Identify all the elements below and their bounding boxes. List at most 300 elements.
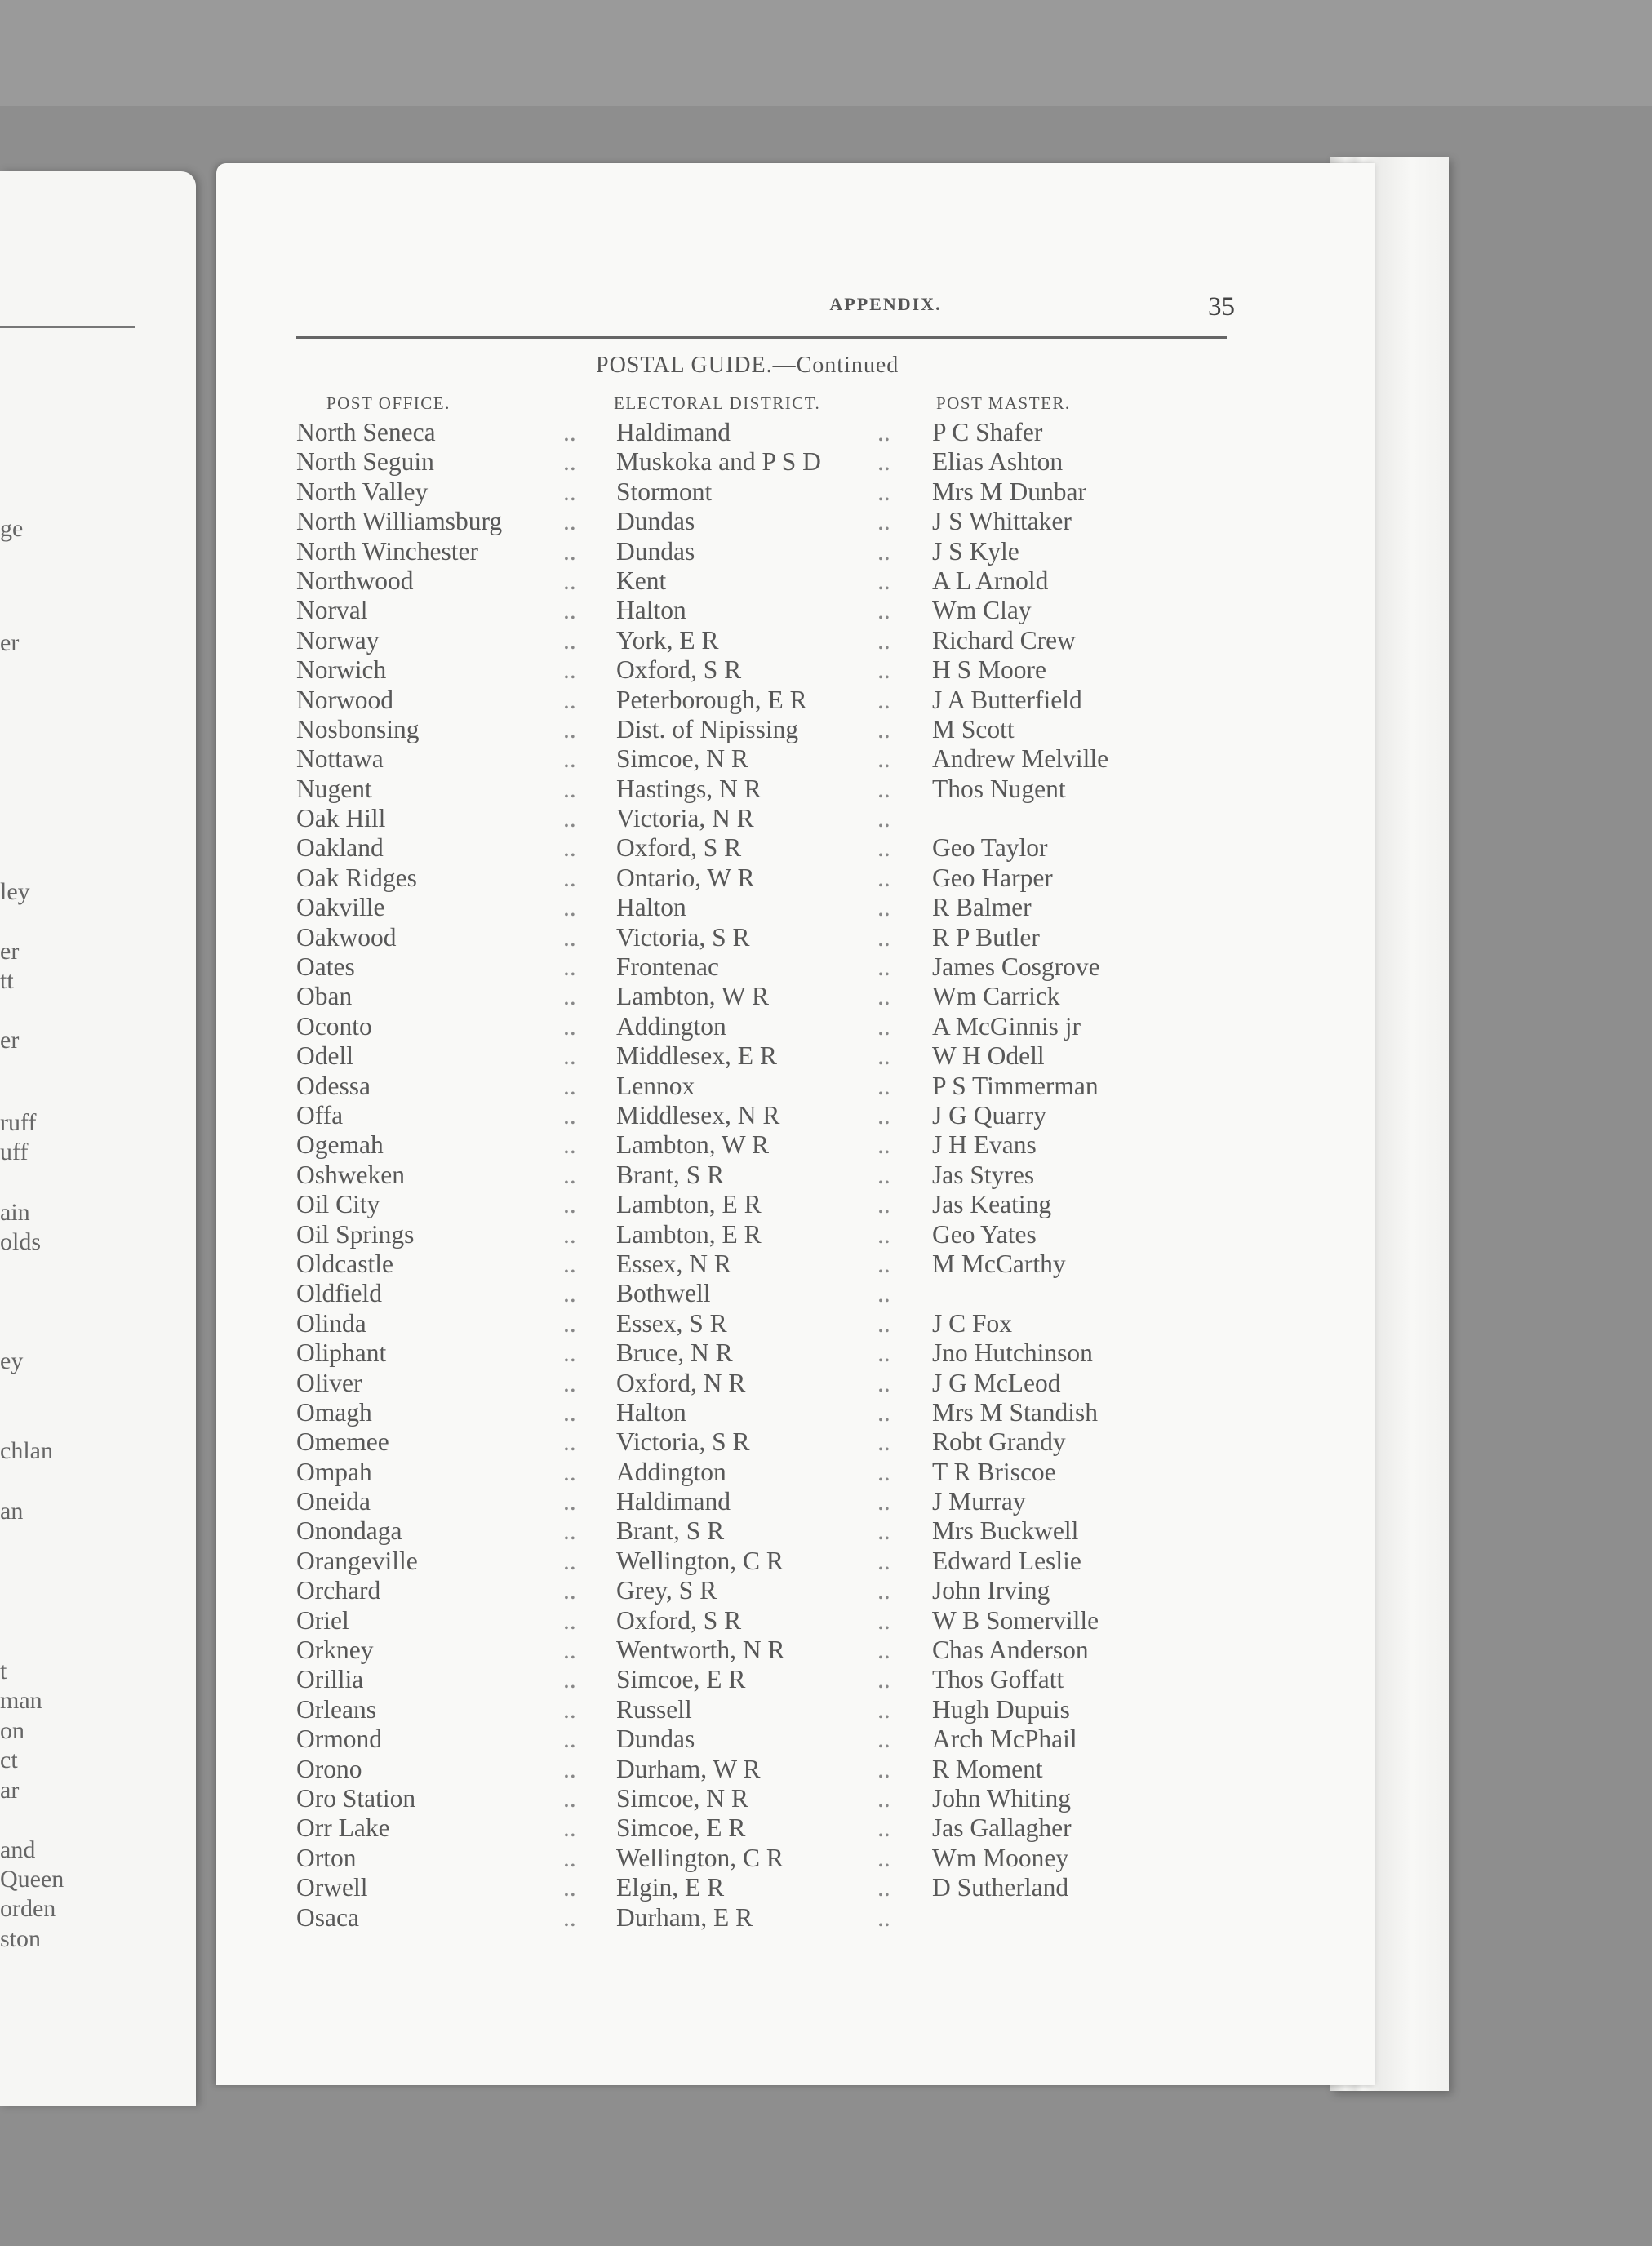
left-fragment: ge — [0, 515, 24, 542]
post-master-cell: M McCarthy — [932, 1249, 1066, 1278]
leader-dots: .. — [877, 982, 890, 1011]
left-fragment: ley — [0, 878, 30, 905]
left-fragment: an — [0, 1498, 24, 1525]
leader-dots: .. — [877, 566, 890, 595]
electoral-district-cell: Elgin, E R — [616, 1873, 725, 1902]
post-master-cell: H S Moore — [932, 655, 1046, 685]
leader-dots: .. — [563, 1011, 576, 1041]
post-master-cell: Jno Hutchinson — [932, 1338, 1093, 1368]
leader-dots: .. — [563, 804, 576, 833]
table-row — [216, 1369, 1375, 1398]
post-master-cell: R Balmer — [932, 893, 1032, 922]
electoral-district-cell: Bruce, N R — [616, 1338, 733, 1368]
post-master-cell: John Irving — [932, 1576, 1050, 1605]
post-master-cell: John Whiting — [932, 1783, 1072, 1813]
electoral-district-cell: Addington — [616, 1457, 726, 1486]
post-master-cell: J Murray — [932, 1487, 1026, 1516]
electoral-district-cell: Victoria, S R — [616, 1427, 750, 1457]
left-fragment: ct — [0, 1747, 18, 1773]
post-office-cell: Osaca — [296, 1902, 359, 1932]
electoral-district-cell: Bothwell — [616, 1279, 711, 1308]
electoral-district-cell: Hastings, N R — [616, 774, 762, 803]
column-header-post-master: POST MASTER. — [936, 393, 1071, 413]
leader-dots: .. — [877, 952, 890, 982]
table-row — [216, 982, 1375, 1011]
post-office-cell: Orton — [296, 1843, 357, 1872]
leader-dots: .. — [563, 1546, 576, 1575]
electoral-district-cell: Wentworth, N R — [616, 1636, 785, 1665]
leader-dots: .. — [563, 1308, 576, 1338]
post-office-cell: Orr Lake — [296, 1813, 390, 1843]
post-master-cell: D Sutherland — [932, 1873, 1069, 1902]
leader-dots: .. — [563, 1902, 576, 1932]
post-master-cell: Jas Styres — [932, 1160, 1035, 1189]
leader-dots: .. — [563, 1397, 576, 1427]
electoral-district-cell: Halton — [616, 1397, 686, 1427]
leader-dots: .. — [877, 1694, 890, 1724]
electoral-district-cell: Brant, S R — [616, 1516, 725, 1546]
left-fragment: tt — [0, 967, 14, 994]
post-office-cell: Offa — [296, 1100, 344, 1130]
post-master-cell: Robt Grandy — [932, 1427, 1066, 1457]
leader-dots: .. — [563, 1605, 576, 1635]
leader-dots: .. — [563, 1694, 576, 1724]
column-header-post-office: POST OFFICE. — [326, 393, 451, 413]
leader-dots: .. — [563, 418, 576, 446]
electoral-district-cell: Haldimand — [616, 1487, 731, 1516]
electoral-district-cell: Essex, S R — [616, 1308, 727, 1338]
table-row — [216, 1606, 1375, 1636]
post-office-cell: Ogemah — [296, 1130, 384, 1160]
electoral-district-cell: Russell — [616, 1694, 692, 1724]
table-row — [216, 775, 1375, 804]
post-office-cell: Orleans — [296, 1694, 376, 1724]
electoral-district-cell: Durham, W R — [616, 1754, 761, 1783]
electoral-district-cell: Oxford, N R — [616, 1368, 746, 1397]
left-fragment: ey — [0, 1347, 24, 1374]
leader-dots: .. — [563, 477, 576, 506]
post-master-cell: Mrs M Dunbar — [932, 477, 1086, 506]
post-master-cell: Wm Clay — [932, 596, 1032, 625]
leader-dots: .. — [563, 833, 576, 863]
leader-dots: .. — [877, 1576, 890, 1605]
post-master-cell: Thos Nugent — [932, 774, 1066, 803]
post-master-cell: A L Arnold — [932, 566, 1049, 595]
post-office-cell: Nugent — [296, 774, 372, 803]
leader-dots: .. — [563, 1427, 576, 1457]
left-fragment: chlan — [0, 1437, 53, 1464]
leader-dots: .. — [877, 1160, 890, 1189]
leader-dots: .. — [877, 1130, 890, 1160]
post-office-cell: Oakville — [296, 893, 385, 922]
leader-dots: .. — [877, 1546, 890, 1575]
post-master-cell: Thos Goffatt — [932, 1665, 1064, 1694]
leader-dots: .. — [563, 1754, 576, 1783]
table-row — [216, 1813, 1375, 1843]
table-row — [216, 566, 1375, 596]
post-office-cell: North Seneca — [296, 418, 436, 446]
leader-dots: .. — [877, 1457, 890, 1486]
post-office-cell: Oil City — [296, 1190, 380, 1219]
leader-dots: .. — [877, 1100, 890, 1130]
leader-dots: .. — [563, 1279, 576, 1308]
leader-dots: .. — [877, 1665, 890, 1694]
leader-dots: .. — [877, 1783, 890, 1813]
electoral-district-cell: Essex, N R — [616, 1249, 731, 1278]
leader-dots: .. — [563, 685, 576, 714]
post-master-cell: Chas Anderson — [932, 1636, 1089, 1665]
table-row — [216, 1072, 1375, 1101]
post-master-cell: J G McLeod — [932, 1368, 1061, 1397]
leader-dots: .. — [563, 1873, 576, 1902]
post-office-cell: Odell — [296, 1041, 353, 1071]
leader-dots: .. — [877, 1427, 890, 1457]
leader-dots: .. — [877, 1636, 890, 1665]
electoral-district-cell: Durham, E R — [616, 1902, 753, 1932]
leader-dots: .. — [877, 447, 890, 477]
table-row — [216, 1516, 1375, 1546]
table-row — [216, 1398, 1375, 1427]
table-row — [216, 1487, 1375, 1516]
leader-dots: .. — [877, 1724, 890, 1754]
post-office-cell: Oshweken — [296, 1160, 405, 1189]
leader-dots: .. — [563, 714, 576, 743]
left-fragment: ar — [0, 1777, 20, 1804]
electoral-district-cell: Haldimand — [616, 418, 731, 446]
table-row — [216, 1220, 1375, 1250]
post-office-cell: Oriel — [296, 1605, 349, 1635]
post-office-cell: North Winchester — [296, 536, 478, 566]
post-office-cell: Oban — [296, 982, 353, 1011]
left-fragment: ain — [0, 1199, 30, 1226]
leader-dots: .. — [877, 685, 890, 714]
leader-dots: .. — [563, 952, 576, 982]
table-row — [216, 1665, 1375, 1694]
electoral-district-cell: Middlesex, N R — [616, 1100, 780, 1130]
post-office-cell: Norwood — [296, 685, 393, 714]
leader-dots: .. — [877, 1605, 890, 1635]
electoral-district-cell: Simcoe, E R — [616, 1813, 746, 1843]
post-master-cell: R Moment — [932, 1754, 1043, 1783]
post-master-cell: Jas Gallagher — [932, 1813, 1072, 1843]
electoral-district-cell: Wellington, C R — [616, 1546, 784, 1575]
leader-dots: .. — [563, 1130, 576, 1160]
table-row — [216, 1547, 1375, 1576]
electoral-district-cell: Frontenac — [616, 952, 719, 982]
leader-dots: .. — [877, 804, 890, 833]
table-row — [216, 537, 1375, 566]
left-page — [0, 171, 196, 2106]
electoral-district-cell: Simcoe, N R — [616, 1783, 748, 1813]
postal-table — [216, 418, 1375, 1933]
electoral-district-cell: York, E R — [616, 625, 719, 655]
electoral-district-cell: Dundas — [616, 1724, 695, 1754]
electoral-district-cell: Wellington, C R — [616, 1843, 784, 1872]
leader-dots: .. — [877, 1873, 890, 1902]
electoral-district-cell: Stormont — [616, 477, 713, 506]
leader-dots: .. — [563, 744, 576, 774]
leader-dots: .. — [877, 893, 890, 922]
table-row — [216, 1250, 1375, 1279]
electoral-district-cell: Lambton, W R — [616, 982, 769, 1011]
leader-dots: .. — [877, 655, 890, 685]
electoral-district-cell: Grey, S R — [616, 1576, 717, 1605]
post-master-cell: Arch McPhail — [932, 1724, 1077, 1754]
post-office-cell: Oliver — [296, 1368, 362, 1397]
leader-dots: .. — [877, 1011, 890, 1041]
post-office-cell: Ompah — [296, 1457, 372, 1486]
post-office-cell: Orwell — [296, 1873, 368, 1902]
post-office-cell: Norval — [296, 596, 368, 625]
leader-dots: .. — [563, 1160, 576, 1189]
leader-dots: .. — [877, 1813, 890, 1843]
electoral-district-cell: Oxford, S R — [616, 1605, 742, 1635]
leader-dots: .. — [563, 1249, 576, 1278]
leader-dots: .. — [563, 1487, 576, 1516]
table-row — [216, 833, 1375, 863]
page-number: 35 — [1208, 292, 1235, 322]
running-header: APPENDIX. — [829, 294, 942, 314]
post-office-cell: North Williamsburg — [296, 507, 503, 536]
leader-dots: .. — [563, 1724, 576, 1754]
left-fragment: er — [0, 1027, 20, 1054]
post-office-cell: Orillia — [296, 1665, 364, 1694]
post-office-cell: Oldfield — [296, 1279, 382, 1308]
table-row — [216, 1427, 1375, 1457]
post-office-cell: Nosbonsing — [296, 714, 420, 743]
leader-dots: .. — [563, 922, 576, 952]
leader-dots: .. — [877, 418, 890, 446]
leader-dots: .. — [563, 1100, 576, 1130]
leader-dots: .. — [563, 1071, 576, 1100]
leader-dots: .. — [563, 1813, 576, 1843]
post-master-cell: P S Timmerman — [932, 1071, 1099, 1100]
leader-dots: .. — [877, 744, 890, 774]
post-master-cell: Geo Harper — [932, 863, 1053, 892]
leader-dots: .. — [877, 1219, 890, 1249]
leader-dots: .. — [563, 536, 576, 566]
leader-dots: .. — [563, 1636, 576, 1665]
electoral-district-cell: Ontario, W R — [616, 863, 755, 892]
electoral-district-cell: Lambton, E R — [616, 1190, 762, 1219]
leader-dots: .. — [877, 1279, 890, 1308]
leader-dots: .. — [563, 507, 576, 536]
post-master-cell: J S Kyle — [932, 536, 1019, 566]
leader-dots: .. — [563, 1516, 576, 1546]
leader-dots: .. — [877, 507, 890, 536]
leader-dots: .. — [877, 1041, 890, 1071]
post-office-cell: Odessa — [296, 1071, 371, 1100]
post-master-cell: A McGinnis jr — [932, 1011, 1081, 1041]
electoral-district-cell: Halton — [616, 893, 686, 922]
table-row — [216, 418, 1375, 447]
left-fragment: ruff — [0, 1109, 37, 1136]
post-office-cell: North Valley — [296, 477, 429, 506]
table-row — [216, 715, 1375, 744]
left-fragment: and — [0, 1836, 36, 1863]
leader-dots: .. — [563, 982, 576, 1011]
electoral-district-cell: Kent — [616, 566, 667, 595]
post-office-cell: Oneida — [296, 1487, 371, 1516]
electoral-district-cell: Lennox — [616, 1071, 695, 1100]
table-row — [216, 1130, 1375, 1160]
post-master-cell: J A Butterfield — [932, 685, 1082, 714]
table-row — [216, 1101, 1375, 1130]
leader-dots: .. — [877, 1754, 890, 1783]
post-office-cell: Omemee — [296, 1427, 389, 1457]
table-row — [216, 1784, 1375, 1813]
left-fragment: t — [0, 1658, 7, 1684]
post-master-cell: T R Briscoe — [932, 1457, 1056, 1486]
table-row — [216, 1695, 1375, 1724]
post-office-cell: Norway — [296, 625, 380, 655]
leader-dots: .. — [877, 1368, 890, 1397]
table-row — [216, 1012, 1375, 1041]
leader-dots: .. — [877, 596, 890, 625]
post-office-cell: Oakland — [296, 833, 384, 863]
leader-dots: .. — [563, 625, 576, 655]
table-row — [216, 1190, 1375, 1219]
table-row — [216, 507, 1375, 536]
left-fragment: er — [0, 629, 20, 656]
post-office-cell: North Seguin — [296, 447, 434, 477]
post-master-cell: Andrew Melville — [932, 744, 1109, 774]
left-page-rule — [0, 326, 135, 328]
post-master-cell: Wm Mooney — [932, 1843, 1069, 1872]
leader-dots: .. — [877, 1843, 890, 1872]
electoral-district-cell: Peterborough, E R — [616, 685, 807, 714]
leader-dots: .. — [877, 1516, 890, 1546]
post-master-cell: P C Shafer — [932, 418, 1043, 446]
leader-dots: .. — [563, 1665, 576, 1694]
leader-dots: .. — [877, 922, 890, 952]
leader-dots: .. — [877, 536, 890, 566]
table-row — [216, 1844, 1375, 1873]
leader-dots: .. — [563, 1457, 576, 1486]
left-fragment: on — [0, 1717, 24, 1744]
leader-dots: .. — [563, 1041, 576, 1071]
post-office-cell: Oak Hill — [296, 804, 386, 833]
post-office-cell: Orchard — [296, 1576, 381, 1605]
electoral-district-cell: Dist. of Nipissing — [616, 714, 799, 743]
post-master-cell: W B Somerville — [932, 1605, 1099, 1635]
left-fragment: olds — [0, 1228, 42, 1255]
post-office-cell: Nottawa — [296, 744, 384, 774]
electoral-district-cell: Victoria, N R — [616, 804, 754, 833]
leader-dots: .. — [563, 1783, 576, 1813]
table-row — [216, 1458, 1375, 1487]
table-row — [216, 1755, 1375, 1784]
leader-dots: .. — [877, 833, 890, 863]
table-row — [216, 1873, 1375, 1902]
post-master-cell: Mrs M Standish — [932, 1397, 1099, 1427]
post-master-cell: James Cosgrove — [932, 952, 1100, 982]
post-master-cell: Geo Taylor — [932, 833, 1048, 863]
electoral-district-cell: Middlesex, E R — [616, 1041, 777, 1071]
post-master-cell: Mrs Buckwell — [932, 1516, 1079, 1546]
post-master-cell: M Scott — [932, 714, 1015, 743]
leader-dots: .. — [563, 1576, 576, 1605]
leader-dots: .. — [563, 1190, 576, 1219]
table-row — [216, 447, 1375, 477]
leader-dots: .. — [877, 1338, 890, 1368]
left-fragment: er — [0, 938, 20, 965]
post-master-cell: Elias Ashton — [932, 447, 1064, 477]
leader-dots: .. — [877, 1308, 890, 1338]
leader-dots: .. — [563, 655, 576, 685]
post-office-cell: Ormond — [296, 1724, 382, 1754]
left-fragment: Queen — [0, 1866, 64, 1893]
table-row — [216, 1041, 1375, 1071]
leader-dots: .. — [563, 447, 576, 477]
electoral-district-cell: Brant, S R — [616, 1160, 725, 1189]
leader-dots: .. — [563, 1843, 576, 1872]
electoral-district-cell: Dundas — [616, 536, 695, 566]
leader-dots: .. — [563, 596, 576, 625]
post-office-cell: Oak Ridges — [296, 863, 417, 892]
table-row — [216, 1724, 1375, 1754]
table-row — [216, 596, 1375, 625]
post-office-cell: Orangeville — [296, 1546, 418, 1575]
post-master-cell: Edward Leslie — [932, 1546, 1081, 1575]
electoral-district-cell: Oxford, S R — [616, 655, 742, 685]
electoral-district-cell: Lambton, W R — [616, 1130, 769, 1160]
electoral-district-cell: Simcoe, N R — [616, 744, 748, 774]
post-office-cell: Orkney — [296, 1636, 374, 1665]
post-master-cell: J G Quarry — [932, 1100, 1046, 1130]
table-row — [216, 804, 1375, 833]
table-row — [216, 893, 1375, 922]
table-row — [216, 1636, 1375, 1665]
leader-dots: .. — [877, 1249, 890, 1278]
table-row — [216, 1309, 1375, 1338]
table-row — [216, 1279, 1375, 1308]
post-master-cell: R P Butler — [932, 922, 1040, 952]
post-master-cell: Richard Crew — [932, 625, 1076, 655]
post-office-cell: Oakwood — [296, 922, 397, 952]
left-fragment: orden — [0, 1895, 56, 1922]
post-office-cell: Norwich — [296, 655, 387, 685]
electoral-district-cell: Victoria, S R — [616, 922, 750, 952]
leader-dots: .. — [877, 774, 890, 803]
post-master-cell: Hugh Dupuis — [932, 1694, 1070, 1724]
left-fragment: ston — [0, 1925, 42, 1952]
table-row — [216, 655, 1375, 685]
leader-dots: .. — [563, 1219, 576, 1249]
post-master-cell: W H Odell — [932, 1041, 1045, 1071]
header-rule — [296, 336, 1227, 339]
leader-dots: .. — [563, 566, 576, 595]
table-row — [216, 477, 1375, 507]
post-office-cell: Oconto — [296, 1011, 372, 1041]
electoral-district-cell: Halton — [616, 596, 686, 625]
leader-dots: .. — [877, 1071, 890, 1100]
post-office-cell: Oliphant — [296, 1338, 387, 1368]
leader-dots: .. — [563, 893, 576, 922]
electoral-district-cell: Simcoe, E R — [616, 1665, 746, 1694]
post-master-cell: J C Fox — [932, 1308, 1013, 1338]
table-row — [216, 952, 1375, 982]
post-office-cell: Onondaga — [296, 1516, 402, 1546]
leader-dots: .. — [877, 1487, 890, 1516]
post-office-cell: Oro Station — [296, 1783, 416, 1813]
electoral-district-cell: Addington — [616, 1011, 726, 1041]
post-master-cell: J H Evans — [932, 1130, 1037, 1160]
post-office-cell: Orono — [296, 1754, 362, 1783]
leader-dots: .. — [563, 1368, 576, 1397]
post-office-cell: Omagh — [296, 1397, 372, 1427]
table-row — [216, 1903, 1375, 1933]
